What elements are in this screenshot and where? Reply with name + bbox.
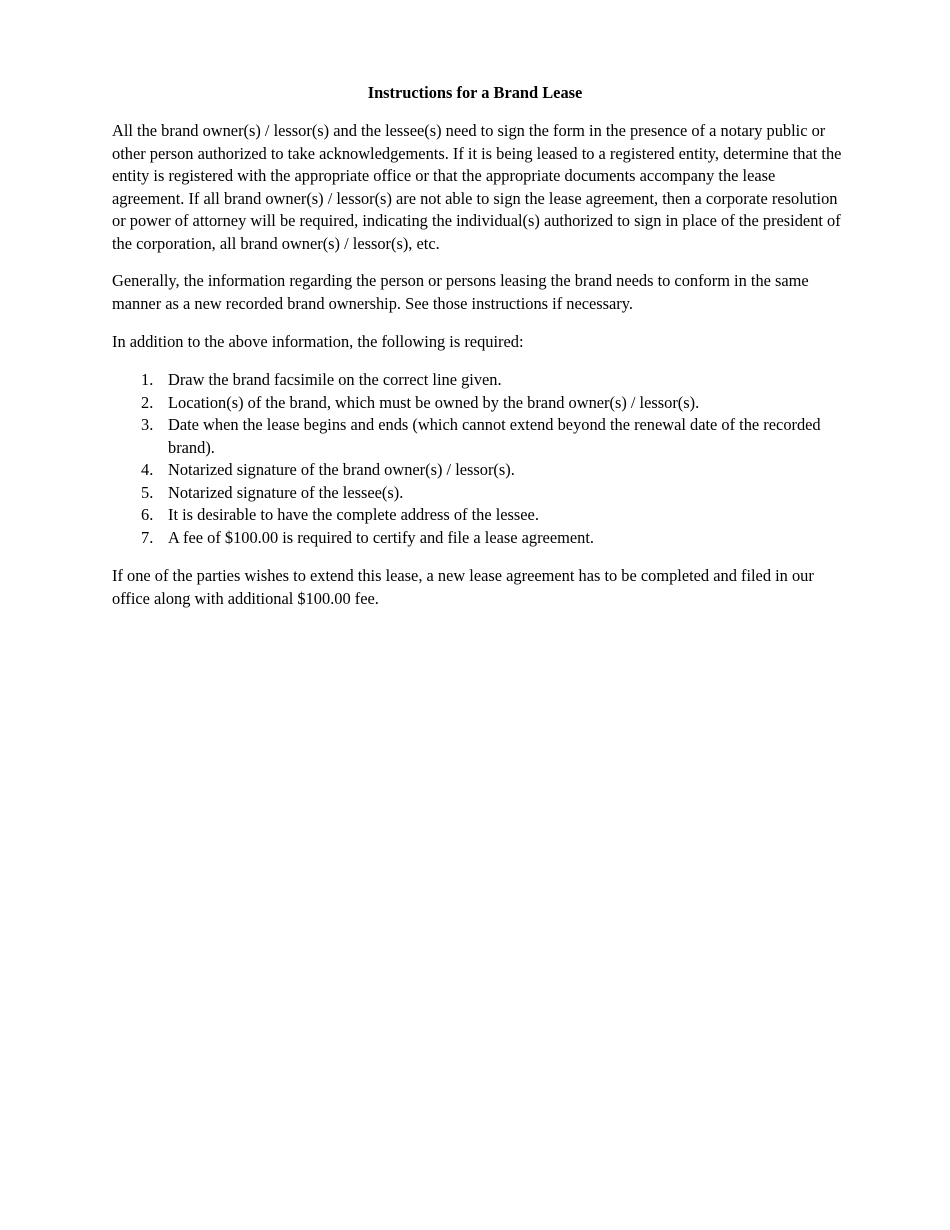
paragraph-requirements-intro: In addition to the above information, the following is required: <box>112 332 524 351</box>
list-item-number: 2. <box>141 392 154 412</box>
list-item-text: A fee of $100.00 is required to certify and file a lease agreement. <box>168 527 594 547</box>
list-item <box>112 504 847 527</box>
list-item-text: Date when the lease begins and ends (which cannot extend beyond the renewal date of the recorded brand). <box>168 415 821 457</box>
paragraph-extension-note: If one of the parties wishes to extend this lease, a new lease agreement has to be completed and filed in our office along with additional $100.00 fee. <box>112 566 814 608</box>
list-item <box>112 414 847 459</box>
list-item <box>112 369 847 392</box>
list-item <box>112 482 847 505</box>
list-item-number: 5. <box>141 482 154 502</box>
list-item-number: 6. <box>141 505 154 524</box>
paragraph-lessee-information: Generally, the information regarding the person or persons leasing the brand needs to conform in the same manner as a new recorded brand ownership. See those instructions if necessary. <box>112 271 809 313</box>
list-item-number: 3. <box>141 415 154 434</box>
list-item-number: 7. <box>141 527 154 547</box>
list-item-number: 1. <box>141 370 154 389</box>
document-title: Instructions for a Brand Lease <box>367 83 583 102</box>
list-item-text: Notarized signature of the lessee(s). <box>168 482 404 502</box>
paragraph-signing-requirements: All the brand owner(s) / lessor(s) and the lessee(s) need to sign the form in the presence of a notary public or other person authorized to take acknowledgements. If it is being leased to a registered entity, determine that the entity is registered with the appropriate office or that the appropriate documents accompany the lease agreement. If all brand owner(s) / lessor(s) are not able to sign the lease agreement, then a corporate resolution or power of attorney will be required, indicating the individual(s) authorized to sign in place of the president of the corporation, all brand owner(s) / lessor(s), etc. <box>112 121 842 253</box>
list-item-text: Location(s) of the brand, which must be owned by the brand owner(s) / lessor(s). <box>168 392 700 412</box>
list-item-text: It is desirable to have the complete address of the lessee. <box>168 505 539 524</box>
list-item <box>112 459 847 482</box>
list-item <box>112 527 847 550</box>
requirements-list <box>112 369 847 549</box>
list-item-text: Notarized signature of the brand owner(s) / lessor(s). <box>168 460 515 479</box>
list-item-text: Draw the brand facsimile on the correct line given. <box>168 370 502 389</box>
list-item-number: 4. <box>141 460 154 479</box>
list-item <box>112 392 847 415</box>
